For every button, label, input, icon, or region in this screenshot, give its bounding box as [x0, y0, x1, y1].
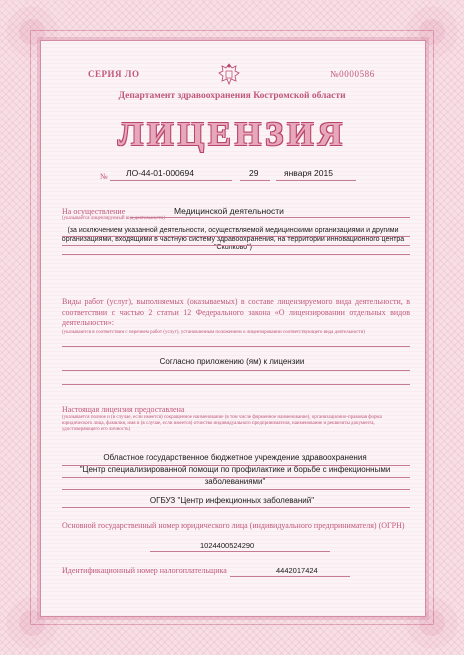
works-underline-2: [62, 370, 410, 371]
exclusion-underline-2: [62, 245, 410, 246]
works-underline-1: [62, 346, 410, 347]
organization-short-name: ОГБУЗ "Центр инфекционных заболеваний": [149, 496, 315, 505]
organization-line-1: Областное государственное бюджетное учреждение здравоохранения: [103, 453, 367, 462]
inn-underline: [230, 576, 350, 577]
number-underline: [110, 180, 232, 181]
activity-exclusion: (за исключением указанной деятельности, осуществляемой медицинскими организациями и другими организациями, входящими в частную систему здравоохранения, на территории инновационного центра "Сколково"): [61, 227, 405, 251]
activity-label: На осуществление: [62, 207, 126, 216]
day-underline: [240, 180, 270, 181]
holder-label: Настоящая лицензия предоставлена: [62, 405, 185, 414]
department-name: Департамент здравоохранения Костромской области: [118, 91, 346, 101]
ogrn-label: Основной государственный номер юридического лица (индивидуального предпринимателя) (ОГРН): [62, 521, 405, 530]
document-title: ЛИЦЕНЗИЯ: [117, 116, 347, 153]
works-text: Виды работ (услуг), выполняемых (оказываемых) в составе лицензируемого вида деятельности, в соответствии с частью 2 статьи 12 Федерального закона «О лицензировании отдельных видов деятельности»:: [62, 297, 410, 327]
license-day: 29: [249, 168, 259, 178]
exclusion-underline-3: [62, 254, 410, 255]
activity-sub-label: (указывается лицензируемый вид деятельности): [62, 216, 165, 221]
license-number: ЛО-44-01-000694: [126, 168, 194, 178]
organization-line-2: "Центр специализированной помощи по профилактике и борьбе с инфекционными заболеваниями": [79, 465, 391, 486]
org-underline-4: [62, 507, 410, 508]
org-underline-2: [62, 477, 410, 478]
ogrn-underline: [150, 551, 330, 552]
activity-underline: [130, 217, 410, 218]
license-month-year: января 2015: [284, 168, 333, 178]
org-underline-3: [62, 489, 410, 490]
attachment-reference: Согласно приложению (ям) к лицензии: [159, 357, 305, 366]
inn-value: 4442017424: [276, 566, 318, 575]
number-sign: №: [100, 172, 108, 181]
series-label: СЕРИЯ ЛО: [88, 69, 140, 79]
inn-label: Идентификационный номер налогоплательщика: [62, 566, 227, 575]
ogrn-value: 1024400524290: [200, 541, 255, 550]
org-underline-1: [62, 465, 410, 466]
works-underline-3: [62, 384, 410, 385]
activity-value: Медицинской деятельности: [174, 206, 284, 216]
works-note: (указываются в соответствии с перечнем работ (услуг), установленным положением о лицензировании соответствующего вида деятельности): [62, 330, 365, 335]
form-number: №0000586: [330, 69, 375, 79]
holder-note: (указывается полное и (в случае, если имеется) сокращенное наименование (в том числе фирменное наименование), организационно-правовая форма юридического лица, фамилия, имя и (в случае, если имеется) отчество индивидуального предпринимателя, наименование и реквизиты документа, удостоверяющего его личность): [62, 415, 382, 432]
organization-full-name: [70, 452, 400, 488]
month-underline: [276, 180, 356, 181]
exclusion-underline-1: [62, 236, 410, 237]
coat-of-arms-icon: [214, 60, 244, 90]
